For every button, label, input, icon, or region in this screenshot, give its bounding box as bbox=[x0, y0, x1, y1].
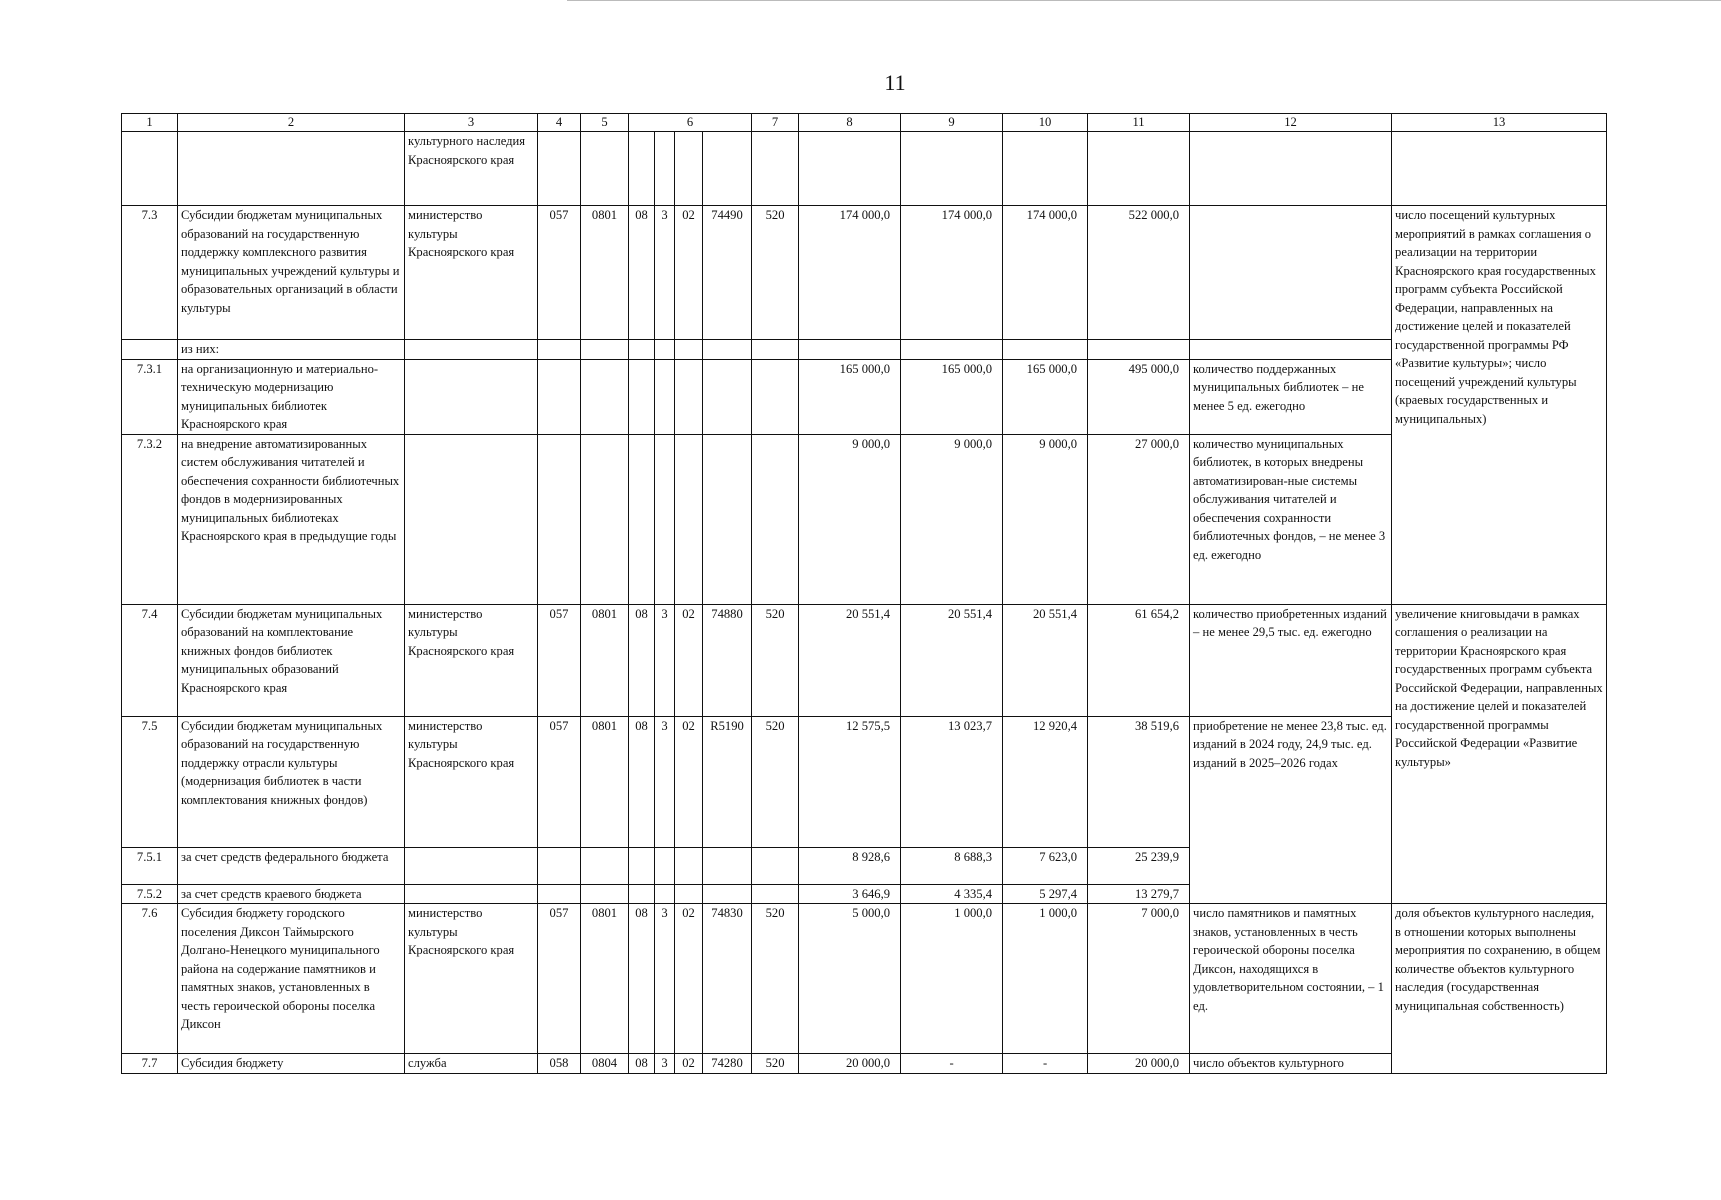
cell-csr: 3 bbox=[655, 716, 675, 847]
cell-name: за счет средств федерального бюджета bbox=[178, 847, 405, 884]
cell-amount-2025: 20 551,4 bbox=[901, 604, 1003, 716]
cell-amount-total: 13 279,7 bbox=[1088, 884, 1190, 904]
cell-csr: R5190 bbox=[703, 716, 752, 847]
cell-amount-2026: 1 000,0 bbox=[1003, 904, 1088, 1054]
cell-rzpr: 0801 bbox=[581, 206, 629, 340]
cell-amount-2026: 174 000,0 bbox=[1003, 206, 1088, 340]
cell-name: из них: bbox=[178, 340, 405, 360]
header-cell: 7 bbox=[752, 114, 799, 132]
cell-grbs: 057 bbox=[538, 904, 581, 1054]
cell-vr: 520 bbox=[752, 904, 799, 1054]
cell-executor: министерство культуры Красноярского края bbox=[405, 604, 538, 716]
cell-number: 7.4 bbox=[122, 604, 178, 716]
cell-executor: министерство культуры Красноярского края bbox=[405, 206, 538, 340]
cell-grbs: 058 bbox=[538, 1054, 581, 1074]
cell-amount-total: 61 654,2 bbox=[1088, 604, 1190, 716]
cell-csr: 74830 bbox=[703, 904, 752, 1054]
cell-result: количество муниципальных библиотек, в которых внедрены автоматизирован-ные системы обслуживания читателей и обеспечения сохранности библиотечных фондов, – не менее 3 ед. ежегодно bbox=[1190, 434, 1392, 604]
cell-name: за счет средств краевого бюджета bbox=[178, 884, 405, 904]
cell-rzpr: 0801 bbox=[581, 716, 629, 847]
cell-csr: 08 bbox=[629, 604, 655, 716]
top-rule bbox=[567, 0, 1721, 1]
cell-number: 7.6 bbox=[122, 904, 178, 1054]
cell-number: 7.7 bbox=[122, 1054, 178, 1074]
cell-vr: 520 bbox=[752, 1054, 799, 1074]
cell-number: 7.5 bbox=[122, 716, 178, 847]
table-row bbox=[122, 904, 1607, 1054]
cell-csr: 08 bbox=[629, 904, 655, 1054]
header-cell: 10 bbox=[1003, 114, 1088, 132]
cell-executor: министерство культуры Красноярского края bbox=[405, 716, 538, 847]
cell-csr: 02 bbox=[675, 206, 703, 340]
table-row bbox=[122, 206, 1607, 340]
cell-grbs: 057 bbox=[538, 604, 581, 716]
cell-number: 7.3.2 bbox=[122, 434, 178, 604]
cell-csr: 74880 bbox=[703, 604, 752, 716]
cell-csr: 74280 bbox=[703, 1054, 752, 1074]
cell-amount-2026: 12 920,4 bbox=[1003, 716, 1088, 847]
cell-name: Субсидии бюджетам муниципальных образований на комплектование книжных фондов библиотек муниципальных образований Красноярского края bbox=[178, 604, 405, 716]
cell-result bbox=[1190, 206, 1392, 340]
cell-amount-2026: 9 000,0 bbox=[1003, 434, 1088, 604]
cell-number: 7.5.2 bbox=[122, 884, 178, 904]
table-row bbox=[122, 1054, 1607, 1074]
cell-csr: 3 bbox=[655, 206, 675, 340]
header-cell: 4 bbox=[538, 114, 581, 132]
cell-amount-2024: 3 646,9 bbox=[799, 884, 901, 904]
cell-amount-2025: 4 335,4 bbox=[901, 884, 1003, 904]
cell-csr: 02 bbox=[675, 604, 703, 716]
cell-rzpr: 0801 bbox=[581, 904, 629, 1054]
cell-csr: 08 bbox=[629, 206, 655, 340]
cell-amount-2026: 20 551,4 bbox=[1003, 604, 1088, 716]
header-cell: 6 bbox=[629, 114, 752, 132]
cell-amount-2025: 9 000,0 bbox=[901, 434, 1003, 604]
table-row bbox=[122, 359, 1607, 434]
program-table bbox=[121, 113, 1607, 1074]
cell-amount-2024: 9 000,0 bbox=[799, 434, 901, 604]
header-cell: 1 bbox=[122, 114, 178, 132]
table-row bbox=[122, 604, 1607, 716]
cell-amount-2026: 7 623,0 bbox=[1003, 847, 1088, 884]
cell-csr: 02 bbox=[675, 904, 703, 1054]
cell-amount-2024: 174 000,0 bbox=[799, 206, 901, 340]
cell-indicator: увеличение книговыдачи в рамках соглашения о реализации на территории Красноярского края государственных программ субъекта Российской Федерации, направленных на достижение целей и показателей государственной программы Российской Федерации «Развитие культуры» bbox=[1392, 604, 1607, 904]
cell-amount-2025: 1 000,0 bbox=[901, 904, 1003, 1054]
cell-name: на организационную и материально-техническую модернизацию муниципальных библиотек Красноярского края bbox=[178, 359, 405, 434]
header-cell: 9 bbox=[901, 114, 1003, 132]
page-number: 11 bbox=[884, 70, 906, 95]
cell-amount-2024: 5 000,0 bbox=[799, 904, 901, 1054]
header-cell: 11 bbox=[1088, 114, 1190, 132]
cell-csr: 02 bbox=[675, 716, 703, 847]
cell-amount-total: 7 000,0 bbox=[1088, 904, 1190, 1054]
header-cell: 13 bbox=[1392, 114, 1607, 132]
cell-executor: министерство культуры Красноярского края bbox=[405, 904, 538, 1054]
cell-csr: 3 bbox=[655, 604, 675, 716]
header-cell: 2 bbox=[178, 114, 405, 132]
cell-amount-2026: 165 000,0 bbox=[1003, 359, 1088, 434]
cell-rzpr: 0804 bbox=[581, 1054, 629, 1074]
header-cell: 12 bbox=[1190, 114, 1392, 132]
cell-result: число памятников и памятных знаков, установленных в честь героической обороны поселка Диксон, находящихся в удовлетворительном состоянии, – 1 ед. bbox=[1190, 904, 1392, 1054]
cell-result: количество поддержанных муниципальных библиотек – не менее 5 ед. ежегодно bbox=[1190, 359, 1392, 434]
cell-executor: культурного наследия Красноярского края bbox=[405, 132, 538, 206]
cell-executor: служба bbox=[405, 1054, 538, 1074]
cell-amount-2026: - bbox=[1003, 1054, 1088, 1074]
table-row bbox=[122, 716, 1607, 847]
cell-amount-total: 495 000,0 bbox=[1088, 359, 1190, 434]
cell-name: на внедрение автоматизированных систем обслуживания читателей и обеспечения сохранности библиотечных фондов в модернизированных муниципальных библиотеках Красноярского края в предыдущие годы bbox=[178, 434, 405, 604]
cell-name: Субсидии бюджетам муниципальных образований на государственную поддержку отрасли культуры (модернизация библиотек в части комплектования книжных фондов) bbox=[178, 716, 405, 847]
cell-rzpr: 0801 bbox=[581, 604, 629, 716]
cell-name: Субсидии бюджетам муниципальных образований на государственную поддержку комплексного развития муниципальных учреждений культуры и образовательных организаций в области культуры bbox=[178, 206, 405, 340]
table-row bbox=[122, 340, 1607, 360]
table-row bbox=[122, 132, 1607, 206]
table-row bbox=[122, 434, 1607, 604]
cell-number: 7.3.1 bbox=[122, 359, 178, 434]
cell-amount-2026: 5 297,4 bbox=[1003, 884, 1088, 904]
cell-grbs: 057 bbox=[538, 716, 581, 847]
cell-amount-2025: 13 023,7 bbox=[901, 716, 1003, 847]
cell-csr: 08 bbox=[629, 716, 655, 847]
cell-indicator: доля объектов культурного наследия, в отношении которых выполнены мероприятия по сохранению, в общем количестве объектов культурного наследия (государственная муниципальная собственность) bbox=[1392, 904, 1607, 1074]
cell-csr: 3 bbox=[655, 904, 675, 1054]
header-row bbox=[122, 114, 1607, 132]
cell-amount-total: 25 239,9 bbox=[1088, 847, 1190, 884]
header-cell: 3 bbox=[405, 114, 538, 132]
cell-vr: 520 bbox=[752, 206, 799, 340]
cell-name: Субсидия бюджету bbox=[178, 1054, 405, 1074]
cell-amount-2024: 8 928,6 bbox=[799, 847, 901, 884]
cell-csr: 3 bbox=[655, 1054, 675, 1074]
cell-amount-total: 522 000,0 bbox=[1088, 206, 1190, 340]
cell-amount-2024: 20 551,4 bbox=[799, 604, 901, 716]
cell-amount-2024: 20 000,0 bbox=[799, 1054, 901, 1074]
cell-amount-total: 20 000,0 bbox=[1088, 1054, 1190, 1074]
cell-amount-total: 38 519,6 bbox=[1088, 716, 1190, 847]
cell-name: Субсидия бюджету городского поселения Диксон Таймырского Долгано-Ненецкого муниципального района на содержание памятников и памятных знаков, установленных в честь героической обороны поселка Диксон bbox=[178, 904, 405, 1054]
cell-result: число объектов культурного bbox=[1190, 1054, 1392, 1074]
cell-amount-2024: 12 575,5 bbox=[799, 716, 901, 847]
header-cell: 5 bbox=[581, 114, 629, 132]
cell-number: 7.3 bbox=[122, 206, 178, 340]
cell-amount-total: 27 000,0 bbox=[1088, 434, 1190, 604]
cell-indicator: число посещений культурных мероприятий в рамках соглашения о реализации на территории Красноярского края государственных программ субъекта Российской Федерации, направленных на достижение целей и показателей государственной программы РФ «Развитие культуры»; число посещений учреждений культуры (краевых государственных и муниципальных) bbox=[1392, 206, 1607, 605]
cell-result: приобретение не менее 23,8 тыс. ед. изданий в 2024 году, 24,9 тыс. ед. изданий в 2025–2026 годах bbox=[1190, 716, 1392, 904]
cell-csr: 74490 bbox=[703, 206, 752, 340]
cell-amount-2025: 8 688,3 bbox=[901, 847, 1003, 884]
header-cell: 8 bbox=[799, 114, 901, 132]
cell-csr: 08 bbox=[629, 1054, 655, 1074]
cell-amount-2024: 165 000,0 bbox=[799, 359, 901, 434]
cell-vr: 520 bbox=[752, 604, 799, 716]
cell-amount-2025: - bbox=[901, 1054, 1003, 1074]
cell-grbs: 057 bbox=[538, 206, 581, 340]
cell-number: 7.5.1 bbox=[122, 847, 178, 884]
cell-amount-2025: 165 000,0 bbox=[901, 359, 1003, 434]
cell-csr: 02 bbox=[675, 1054, 703, 1074]
cell-amount-2025: 174 000,0 bbox=[901, 206, 1003, 340]
cell-vr: 520 bbox=[752, 716, 799, 847]
cell-result: количество приобретенных изданий – не менее 29,5 тыс. ед. ежегодно bbox=[1190, 604, 1392, 716]
